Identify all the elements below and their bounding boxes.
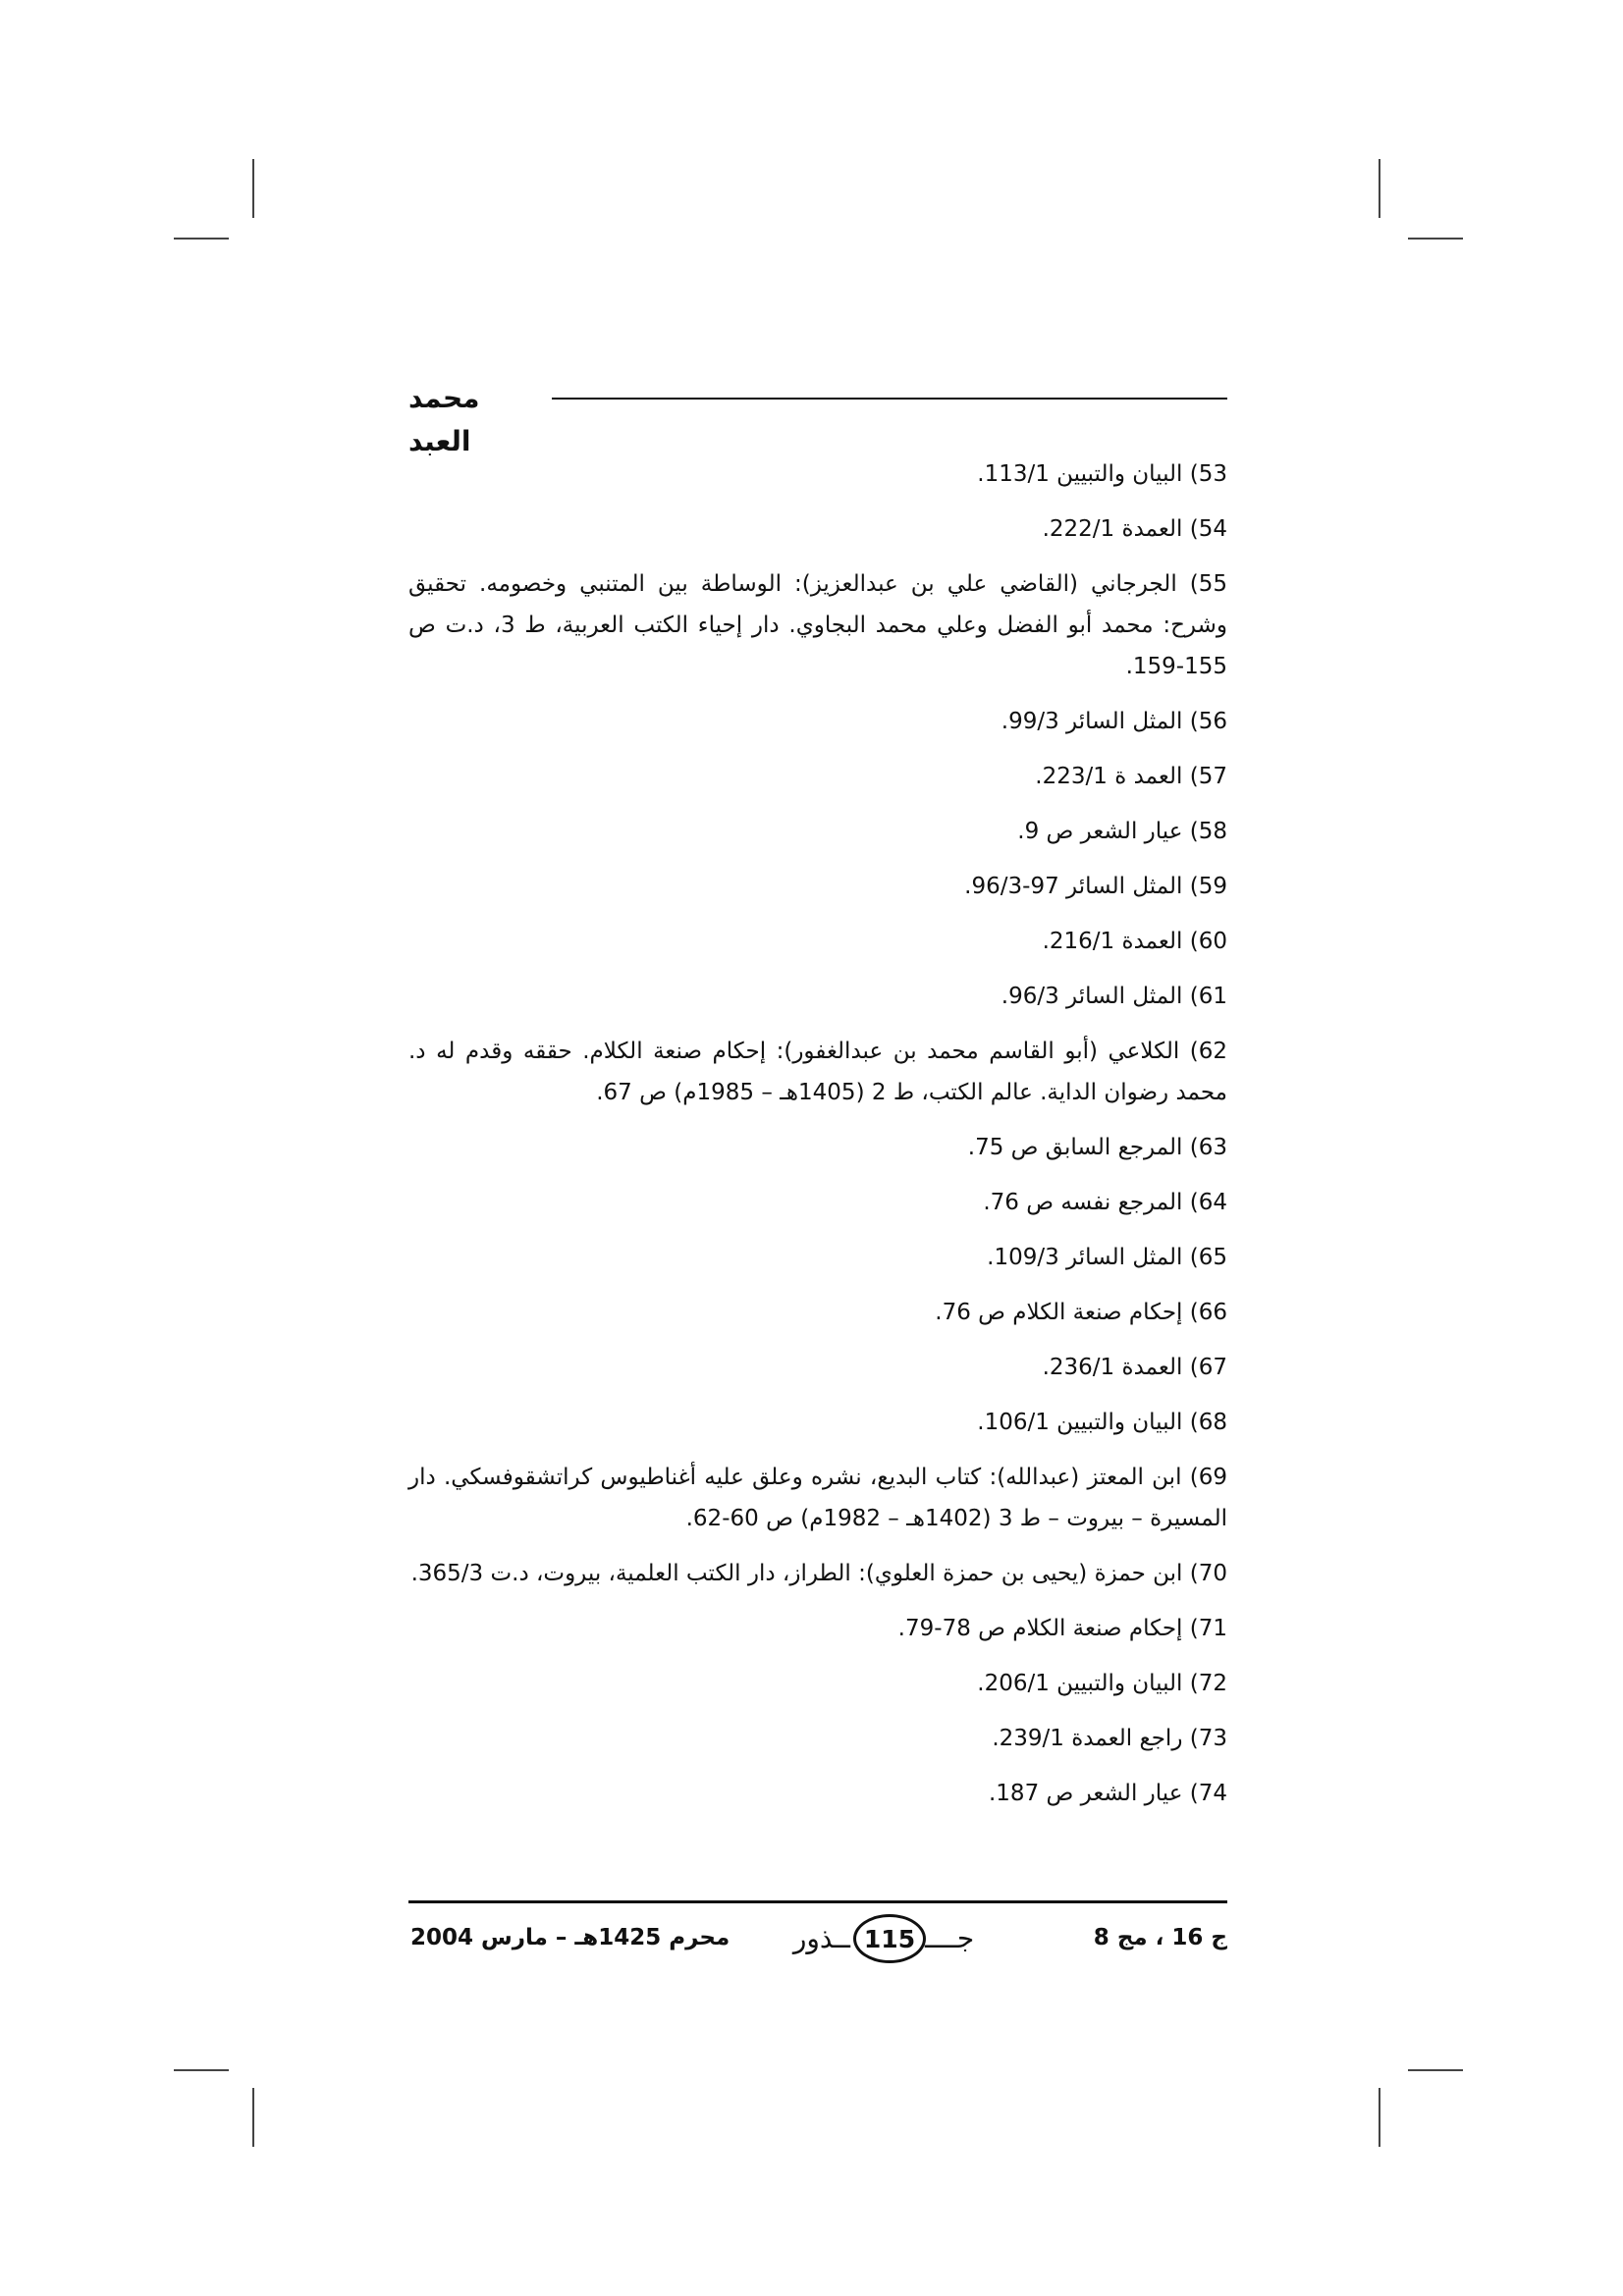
endnote-67: 67) العمدة 236/1.: [1042, 1355, 1227, 1380]
endnote-61: 61) المثل السائر 96/3.: [1001, 984, 1227, 1009]
journal-logo-left-part: ــذور: [792, 1922, 850, 1954]
crop-mark-top-right-vertical: [1379, 159, 1380, 218]
crop-mark-top-right-horizontal: [1408, 238, 1463, 240]
endnote-70: 70) ابن حمزة (يحيى بن حمزة العلوي): الطراز، دار الكتب العلمية، بيروت، د.ت 365/3.: [410, 1561, 1227, 1586]
crop-mark-bottom-right-horizontal: [1408, 2069, 1463, 2071]
footer-date: محرم 1425هـ – مارس 2004: [410, 1925, 730, 1950]
crop-mark-top-left-vertical: [252, 159, 254, 218]
endnote-63: 63) المرجع السابق ص 75.: [967, 1135, 1227, 1160]
endnote-66: 66) إحكام صنعة الكلام ص 76.: [935, 1300, 1227, 1325]
endnote-60: 60) العمدة 216/1.: [1042, 929, 1227, 954]
crop-mark-bottom-left-vertical: [252, 2088, 254, 2147]
endnote-68: 68) البيان والتبيين 106/1.: [977, 1410, 1227, 1435]
endnote-74: 74) عيار الشعر ص 187.: [988, 1781, 1227, 1806]
endnote-54: 54) العمدة 222/1.: [1042, 516, 1227, 542]
page-number: 115: [863, 1924, 916, 1953]
endnote-55: 55) الجرجاني (القاضي علي بن عبدالعزيز): الوساطة بين المتنبي وخصومه. تحقيق وشرح: محمد أبو الفضل وعلي محمد البجاوي. دار إحياء الكتب العربية، ط 3، د.ت ص 155-159.: [408, 571, 1227, 679]
endnote-72: 72) البيان والتبيين 206/1.: [977, 1671, 1227, 1696]
endnote-53: 53) البيان والتبيين 113/1.: [977, 461, 1227, 487]
endnote-64: 64) المرجع نفسه ص 76.: [983, 1190, 1227, 1215]
crop-mark-bottom-left-horizontal: [174, 2069, 229, 2071]
endnote-56: 56) المثل السائر 99/3.: [1001, 709, 1227, 734]
endnote-73: 73) راجع العمدة 239/1.: [992, 1726, 1227, 1751]
endnote-57: 57) العمد ة 223/1.: [1035, 764, 1227, 789]
running-header-author: محمد العبد: [408, 382, 480, 457]
crop-mark-bottom-right-vertical: [1379, 2088, 1380, 2147]
endnote-62: 62) الكلاعي (أبو القاسم محمد بن عبدالغفور): إحكام صنعة الكلام. حققه وقدم له د. محمد رضوان الداية. عالم الكتب، ط 2 (1405هـ – 1985م) ص 67.: [408, 1039, 1227, 1105]
journal-logo-right-part: جــــ: [925, 1922, 975, 1954]
page-number-oval: [853, 1914, 926, 1963]
header-rule: [552, 398, 1227, 400]
endnote-69: 69) ابن المعتز (عبدالله): كتاب البديع، نشره وعلق عليه أغناطيوس كراتشقوفسكي. دار المسيرة – بيروت – ط 3 (1402هـ – 1982م) ص 60-62.: [408, 1465, 1227, 1531]
footer-issue-volume: ج 16 ، مج 8: [1093, 1925, 1227, 1950]
endnotes-list: [408, 454, 1227, 1828]
crop-mark-top-left-horizontal: [174, 238, 229, 240]
endnote-58: 58) عيار الشعر ص 9.: [1017, 819, 1227, 844]
endnote-71: 71) إحكام صنعة الكلام ص 78-79.: [897, 1616, 1227, 1641]
footer-rule: [408, 1900, 1227, 1903]
endnote-65: 65) المثل السائر 109/3.: [987, 1245, 1227, 1270]
endnote-59: 59) المثل السائر 97-96/3.: [964, 874, 1227, 899]
